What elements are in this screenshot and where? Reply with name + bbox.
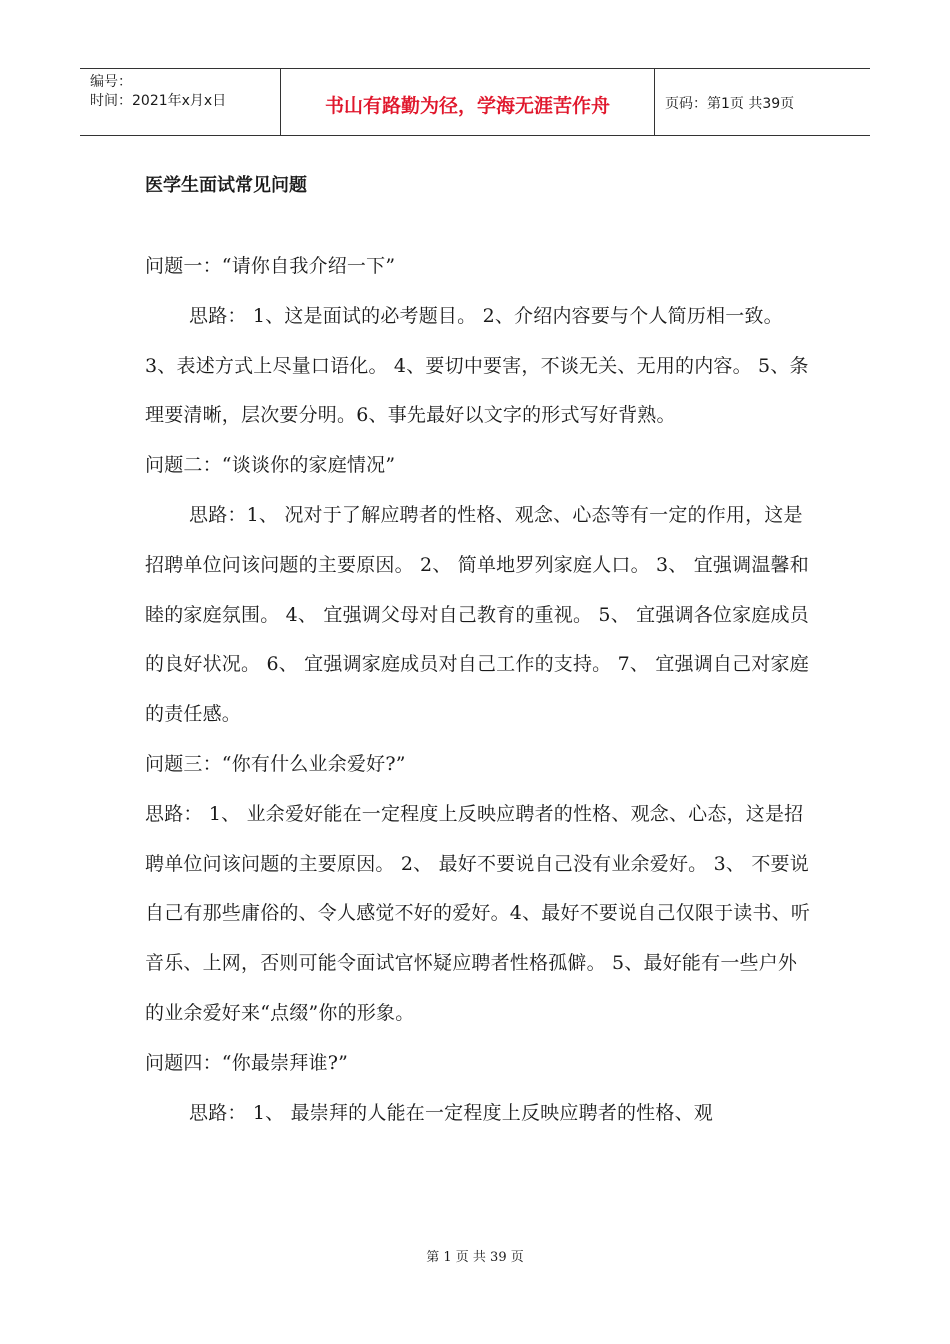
paragraph: 思路：1、 况对于了解应聘者的性格、观念、心态等有一定的作用，这是招聘单位问该问题的主要原因。 2、 简单地罗列家庭人口。 3、 宜强调温馨和睦的家庭氛围。 4、 宜强调父母对自己教育的重视。 5、 宜强调各位家庭成员的良好状况。 6、 宜强调家庭成员对自己工作的支持。 7、 宜强调自己对家庭的责任感。 bbox=[145, 503, 809, 726]
document-body bbox=[145, 242, 815, 1138]
page-header bbox=[80, 68, 870, 136]
page-footer: 第 1 页 共 39 页 bbox=[426, 1250, 524, 1265]
header-motto: 书山有路勤为径，学海无涯苦作舟 bbox=[281, 69, 655, 135]
paragraph: 问题一：“请你自我介绍一下” bbox=[145, 255, 396, 277]
header-number-label: 编号： bbox=[90, 74, 132, 90]
paragraph: 思路： 1、 业余爱好能在一定程度上反映应聘者的性格、观念、心态，这是招聘单位问该问题的主要原因。 2、 最好不要说自己没有业余爱好。 3、 不要说自己有那些庸俗的、令人感觉不好的爱好。4、最好不要说自己仅限于读书、听音乐、上网，否则可能令面试官怀疑应聘者性格孤僻。 5、最好能有一些户外的业余爱好来“点缀”你的形象。 bbox=[145, 802, 811, 1024]
paragraph: 思路： 1、 最崇拜的人能在一定程度上反映应聘者的性格、观 bbox=[189, 1101, 713, 1124]
header-time-label: 时间：2021年x月x日 bbox=[90, 93, 227, 109]
paragraph: 问题四：“你最崇拜谁?” bbox=[145, 1051, 349, 1074]
paragraph: 思路： 1、这是面试的必考题目。 2、介绍内容要与个人简历相一致。 3、表述方式上尽量口语化。 4、要切中要害，不谈无关、无用的内容。 5、条理要清晰，层次要分明。6、事先最好以文字的形式写好背熟。 bbox=[145, 304, 809, 427]
paragraph: 问题三：“你有什么业余爱好?” bbox=[145, 752, 406, 775]
document-content bbox=[145, 168, 815, 1138]
header-page-info: 页码：第1页 共39页 bbox=[665, 96, 795, 112]
document-title: 医学生面试常见问题 bbox=[145, 175, 307, 196]
paragraph: 问题二：“谈谈你的家庭情况” bbox=[145, 454, 396, 477]
header-meta bbox=[80, 69, 281, 135]
